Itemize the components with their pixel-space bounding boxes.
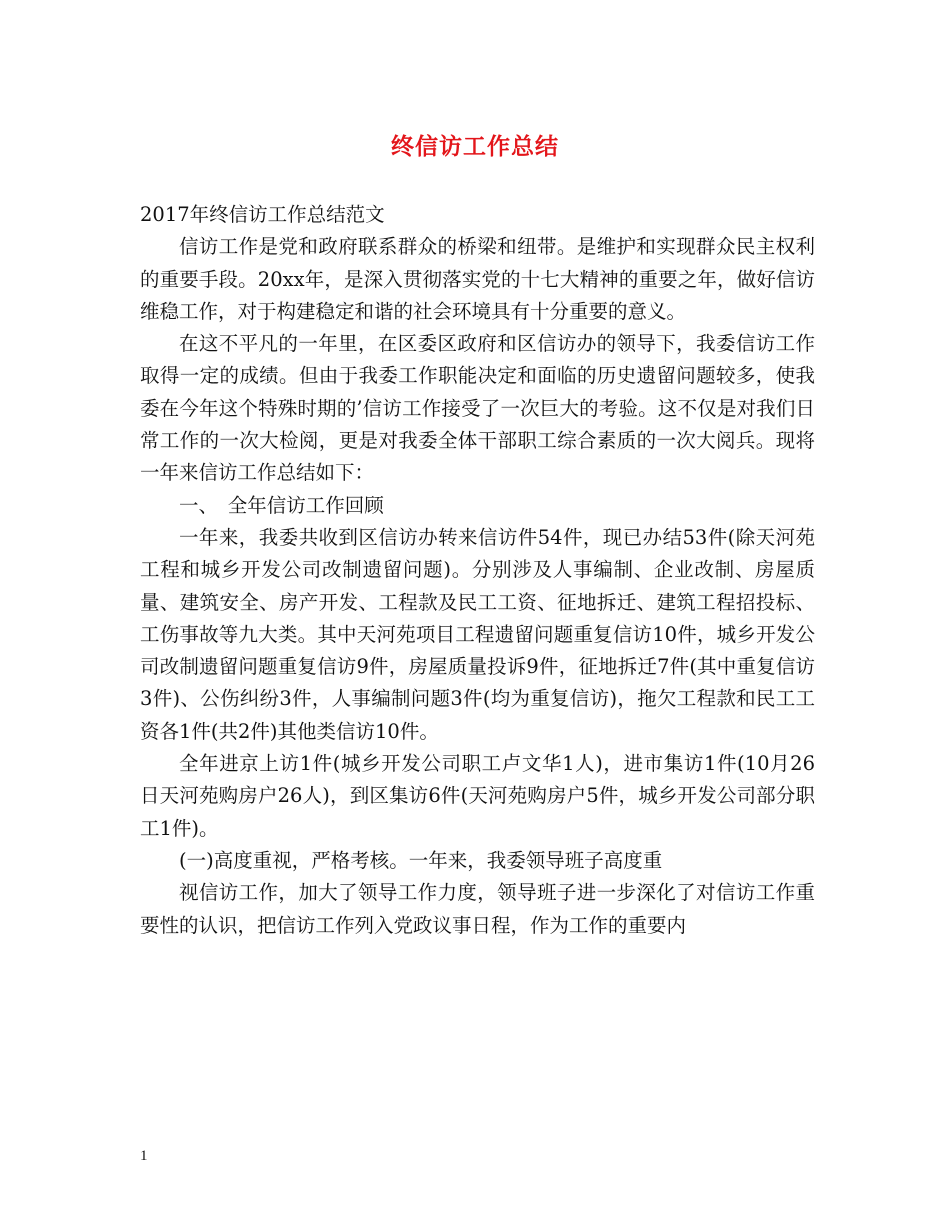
subsection-heading-emphasis: (一)高度重视，严格考核。一年来，我委领导班子高度重 bbox=[179, 848, 663, 872]
paragraph-intro: 信访工作是党和政府联系群众的桥梁和纽带。是维护和实现群众民主权利的重要手段。20xx年，是深入贯彻落实党的十七大精神的重要之年，做好信访维稳工作，对于构建稳定和谐的社会环境具有十分重要的意义。 bbox=[140, 235, 815, 323]
paragraph-visits: 全年进京上访1件(城乡开发公司职工卢文华1人)，进市集访1件(10月26日天河苑购房户26人)，到区集访6件(天河苑购房户5件，城乡开发公司部分职工1件)。 bbox=[140, 752, 815, 840]
document-title: 终信访工作总结 bbox=[391, 133, 559, 160]
paragraph-statistics: 一年来，我委共收到区信访办转来信访件54件，现已办结53件(除天河苑工程和城乡开发公司改制遗留问题)。分别涉及人事编制、企业改制、房屋质量、建筑安全、房产开发、工程款及民工工资、征地拆迁、建筑工程招投标、工伤事故等九大类。其中天河苑项目工程遗留问题重复信访10件，城乡开发公司改制遗留问题重复信访9件，房屋质量投诉9件，征地拆迁7件(其中重复信访3件)、公伤纠纷3件，人事编制问题3件(均为重复信访)，拖欠工程款和民工工资各1件(共2件)其他类信访10件。 bbox=[140, 525, 815, 743]
page-number: 1 bbox=[140, 1148, 148, 1164]
document-body bbox=[140, 199, 815, 942]
section-heading-review: 一、 全年信访工作回顾 bbox=[179, 493, 384, 517]
paragraph-overview: 在这不平凡的一年里，在区委区政府和区信访办的领导下，我委信访工作取得一定的成绩。但由于我委工作职能决定和面临的历史遗留问题较多，使我委在今年这个特殊时期的’信访工作接受了一次巨大的考验。这不仅是对我们日常工作的一次大检阅，更是对我委全体干部职工综合素质的一次大阅兵。现将一年来信访工作总结如下： bbox=[140, 332, 815, 485]
document-subtitle: 2017年终信访工作总结范文 bbox=[140, 203, 385, 226]
paragraph-leadership: 视信访工作，加大了领导工作力度，领导班子进一步深化了对信访工作重要性的认识，把信访工作列入党政议事日程，作为工作的重要内 bbox=[140, 881, 815, 937]
